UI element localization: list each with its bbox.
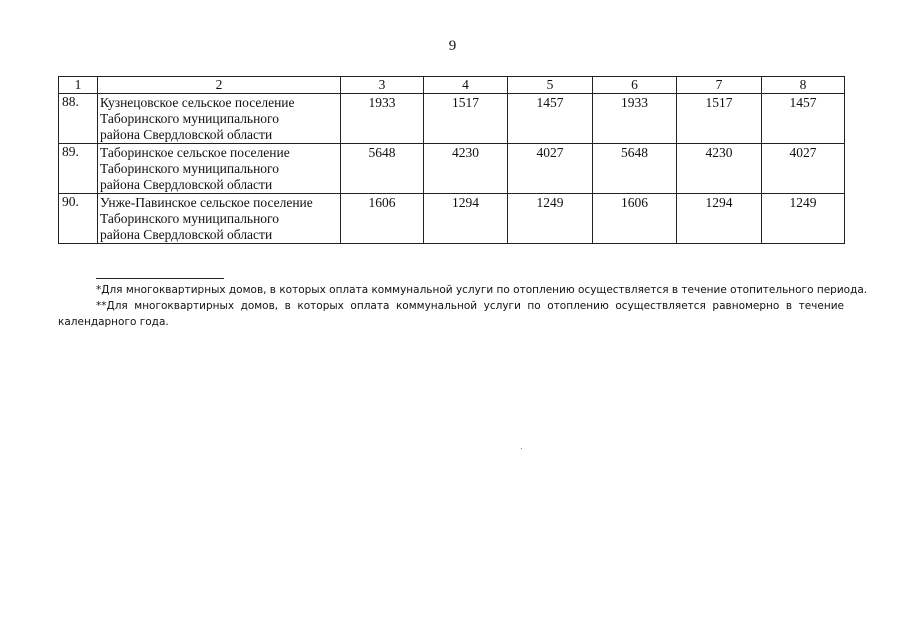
- settlement-name-line: района Свердловской области: [100, 177, 273, 192]
- column-header-5: 5: [508, 77, 593, 94]
- settlement-name-line: района Свердловской области: [100, 127, 273, 142]
- value-cell: 1606: [593, 194, 677, 244]
- scan-speck: [521, 448, 522, 449]
- value-cell: 1606: [341, 194, 424, 244]
- value-cell: 1517: [677, 94, 762, 144]
- page-number: 9: [448, 38, 457, 54]
- value-cell: 4027: [762, 144, 845, 194]
- column-header-6: 6: [593, 77, 677, 94]
- settlement-name-line: Унже-Павинское сельское поселение: [100, 195, 313, 210]
- footnote-uniform-payment-continued: календарного года.: [58, 316, 169, 328]
- value-cell: 5648: [593, 144, 677, 194]
- footnote-heating-period: *Для многоквартирных домов, в которых оплата коммунальной услуги по отоплению осуществляется в течение отопительного периода.: [96, 284, 868, 296]
- value-cell: 4027: [508, 144, 593, 194]
- value-cell: 1457: [762, 94, 845, 144]
- settlement-name: [98, 194, 341, 244]
- column-header-1: 1: [59, 77, 98, 94]
- settlement-name-line: Таборинского муниципального: [100, 161, 280, 176]
- column-header-2: 2: [98, 77, 341, 94]
- column-header-7: 7: [677, 77, 762, 94]
- footnotes: [58, 282, 868, 330]
- value-cell: 4230: [677, 144, 762, 194]
- row-number: 88.: [59, 94, 98, 144]
- value-cell: 5648: [341, 144, 424, 194]
- row-number: 89.: [59, 144, 98, 194]
- value-cell: 1933: [593, 94, 677, 144]
- footnote-uniform-payment: **Для многоквартирных домов, в которых оплата коммунальной услуги по отоплению осуществляется равномерно в течение: [96, 300, 844, 312]
- settlement-name: [98, 144, 341, 194]
- footnote-separator: [96, 278, 224, 279]
- value-cell: 1517: [424, 94, 508, 144]
- column-header-3: 3: [341, 77, 424, 94]
- settlement-name-line: Таборинского муниципального: [100, 211, 280, 226]
- table-row: [59, 144, 845, 194]
- table-row: [59, 194, 845, 244]
- value-cell: 1294: [677, 194, 762, 244]
- header-row: [59, 77, 845, 94]
- settlement-name-line: Кузнецовское сельское поселение: [100, 95, 295, 110]
- settlement-name-line: района Свердловской области: [100, 227, 273, 242]
- settlement-name-line: Таборинское сельское поселение: [100, 145, 290, 160]
- table-row: [59, 94, 845, 144]
- value-cell: 1249: [508, 194, 593, 244]
- data-table: [58, 76, 845, 244]
- value-cell: 4230: [424, 144, 508, 194]
- column-header-8: 8: [762, 77, 845, 94]
- settlement-name: [98, 94, 341, 144]
- value-cell: 1933: [341, 94, 424, 144]
- value-cell: 1294: [424, 194, 508, 244]
- value-cell: 1249: [762, 194, 845, 244]
- column-header-4: 4: [424, 77, 508, 94]
- settlement-name-line: Таборинского муниципального: [100, 111, 280, 126]
- row-number: 90.: [59, 194, 98, 244]
- value-cell: 1457: [508, 94, 593, 144]
